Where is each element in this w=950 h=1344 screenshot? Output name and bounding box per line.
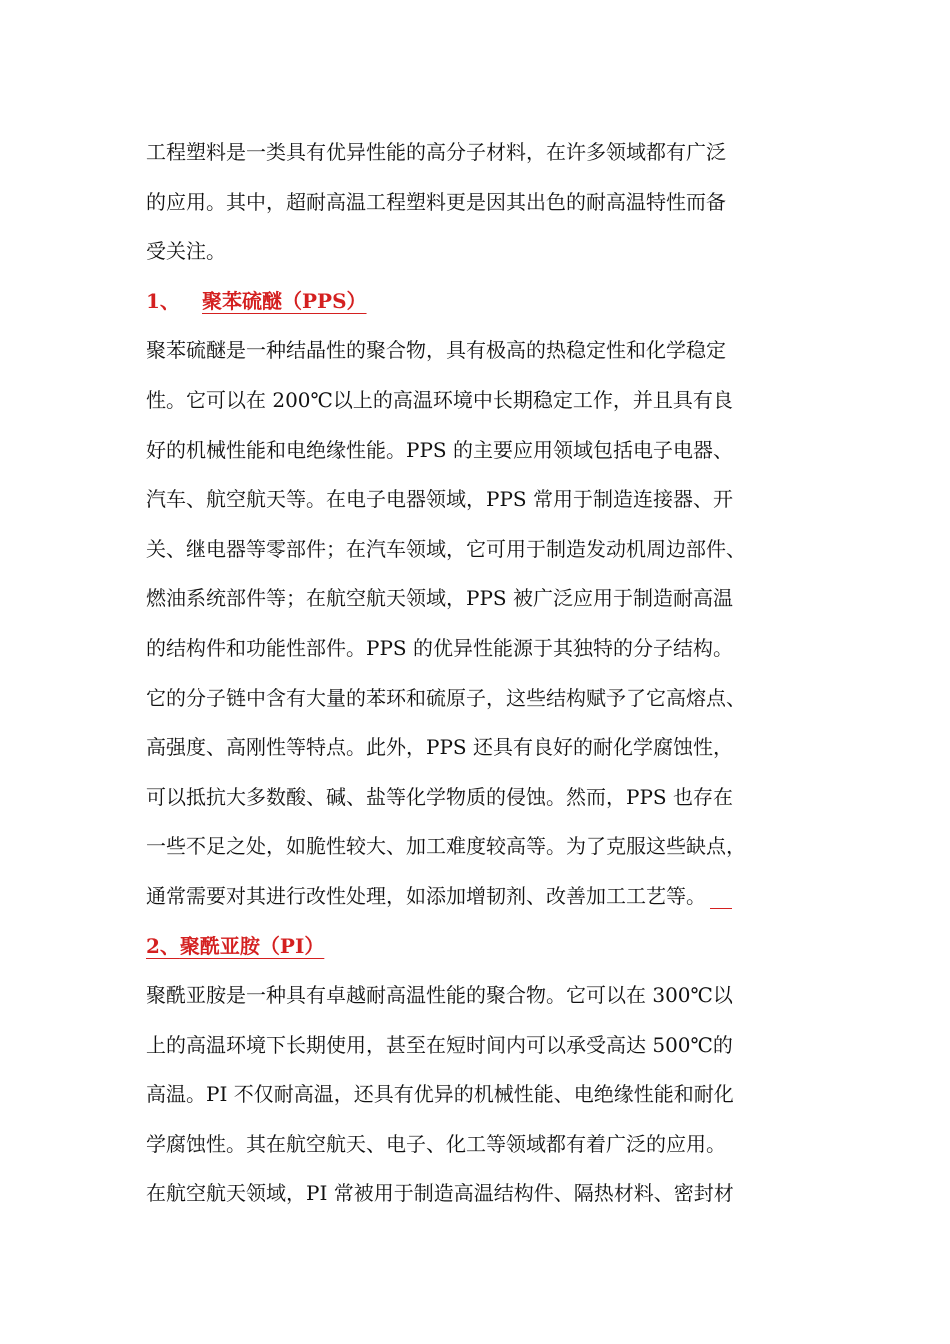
section-2-heading-text [146, 934, 324, 958]
intro-line: 受关注。 [146, 239, 226, 264]
section-1-title: 聚苯硫醚（PPS） [202, 288, 367, 313]
section-1-line: 关、继电器等零部件；在汽车领域，它可用于制造发动机周边部件、 [146, 536, 746, 561]
section-2-line: 学腐蚀性。其在航空航天、电子、化工等领域都有着广泛的应用。 [146, 1131, 726, 1156]
section-1-line: 可以抵抗大多数酸、碱、盐等化学物质的侵蚀。然而，PPS 也存在 [146, 784, 733, 809]
section-1-line: 汽车、航空航天等。在电子电器领域，PPS 常用于制造连接器、开 [146, 487, 733, 512]
section-2-line: 高温。PI 不仅耐高温，还具有优异的机械性能、电绝缘性能和耐化 [146, 1082, 734, 1107]
section-1-line: 好的机械性能和电绝缘性能。PPS 的主要应用领域包括电子电器、 [146, 437, 733, 462]
section-1-number: 1、 [146, 288, 180, 313]
section-2-heading [146, 922, 808, 972]
section-1-last-line [146, 872, 808, 922]
section-2-line: 聚酰亚胺是一种具有卓越耐高温性能的聚合物。它可以在 300℃以 [146, 983, 733, 1008]
document-body [146, 128, 808, 1219]
section-2-number: 2、 [146, 933, 180, 958]
intro-line: 工程塑料是一类具有优异性能的高分子材料，在许多领域都有广泛 [146, 140, 726, 164]
section-1-line: 它的分子链中含有大量的苯环和硫原子，这些结构赋予了它高熔点、 [146, 685, 746, 710]
section-1-line: 一些不足之处，如脆性较大、加工难度较高等。为了克服这些缺点， [146, 834, 746, 859]
section-1-line: 性。它可以在 200℃以上的高温环境中长期稳定工作，并且具有良 [146, 387, 733, 412]
section-2-line: 在航空航天领域，PI 常被用于制造高温结构件、隔热材料、密封材 [146, 1181, 734, 1206]
section-1-line: 的结构件和功能性部件。PPS 的优异性能源于其独特的分子结构。 [146, 635, 733, 660]
section-1-line: 聚苯硫醚是一种结晶性的聚合物，具有极高的热稳定性和化学稳定 [146, 338, 726, 363]
trailing-underline [710, 908, 732, 909]
section-1-heading [146, 277, 808, 327]
section-2-line: 上的高温环境下长期使用，甚至在短时间内可以承受高达 500℃的 [146, 1032, 733, 1057]
section-1-line: 通常需要对其进行改性处理，如添加增韧剂、改善加工工艺等。 [146, 883, 706, 908]
section-1-line: 燃油系统部件等；在航空航天领域，PPS 被广泛应用于制造耐高温 [146, 586, 733, 611]
section-1-line: 高强度、高刚性等特点。此外，PPS 还具有良好的耐化学腐蚀性， [146, 735, 733, 760]
intro-line: 的应用。其中，超耐高温工程塑料更是因其出色的耐高温特性而备 [146, 189, 726, 214]
section-2-title: 聚酰亚胺（PI） [179, 933, 325, 958]
